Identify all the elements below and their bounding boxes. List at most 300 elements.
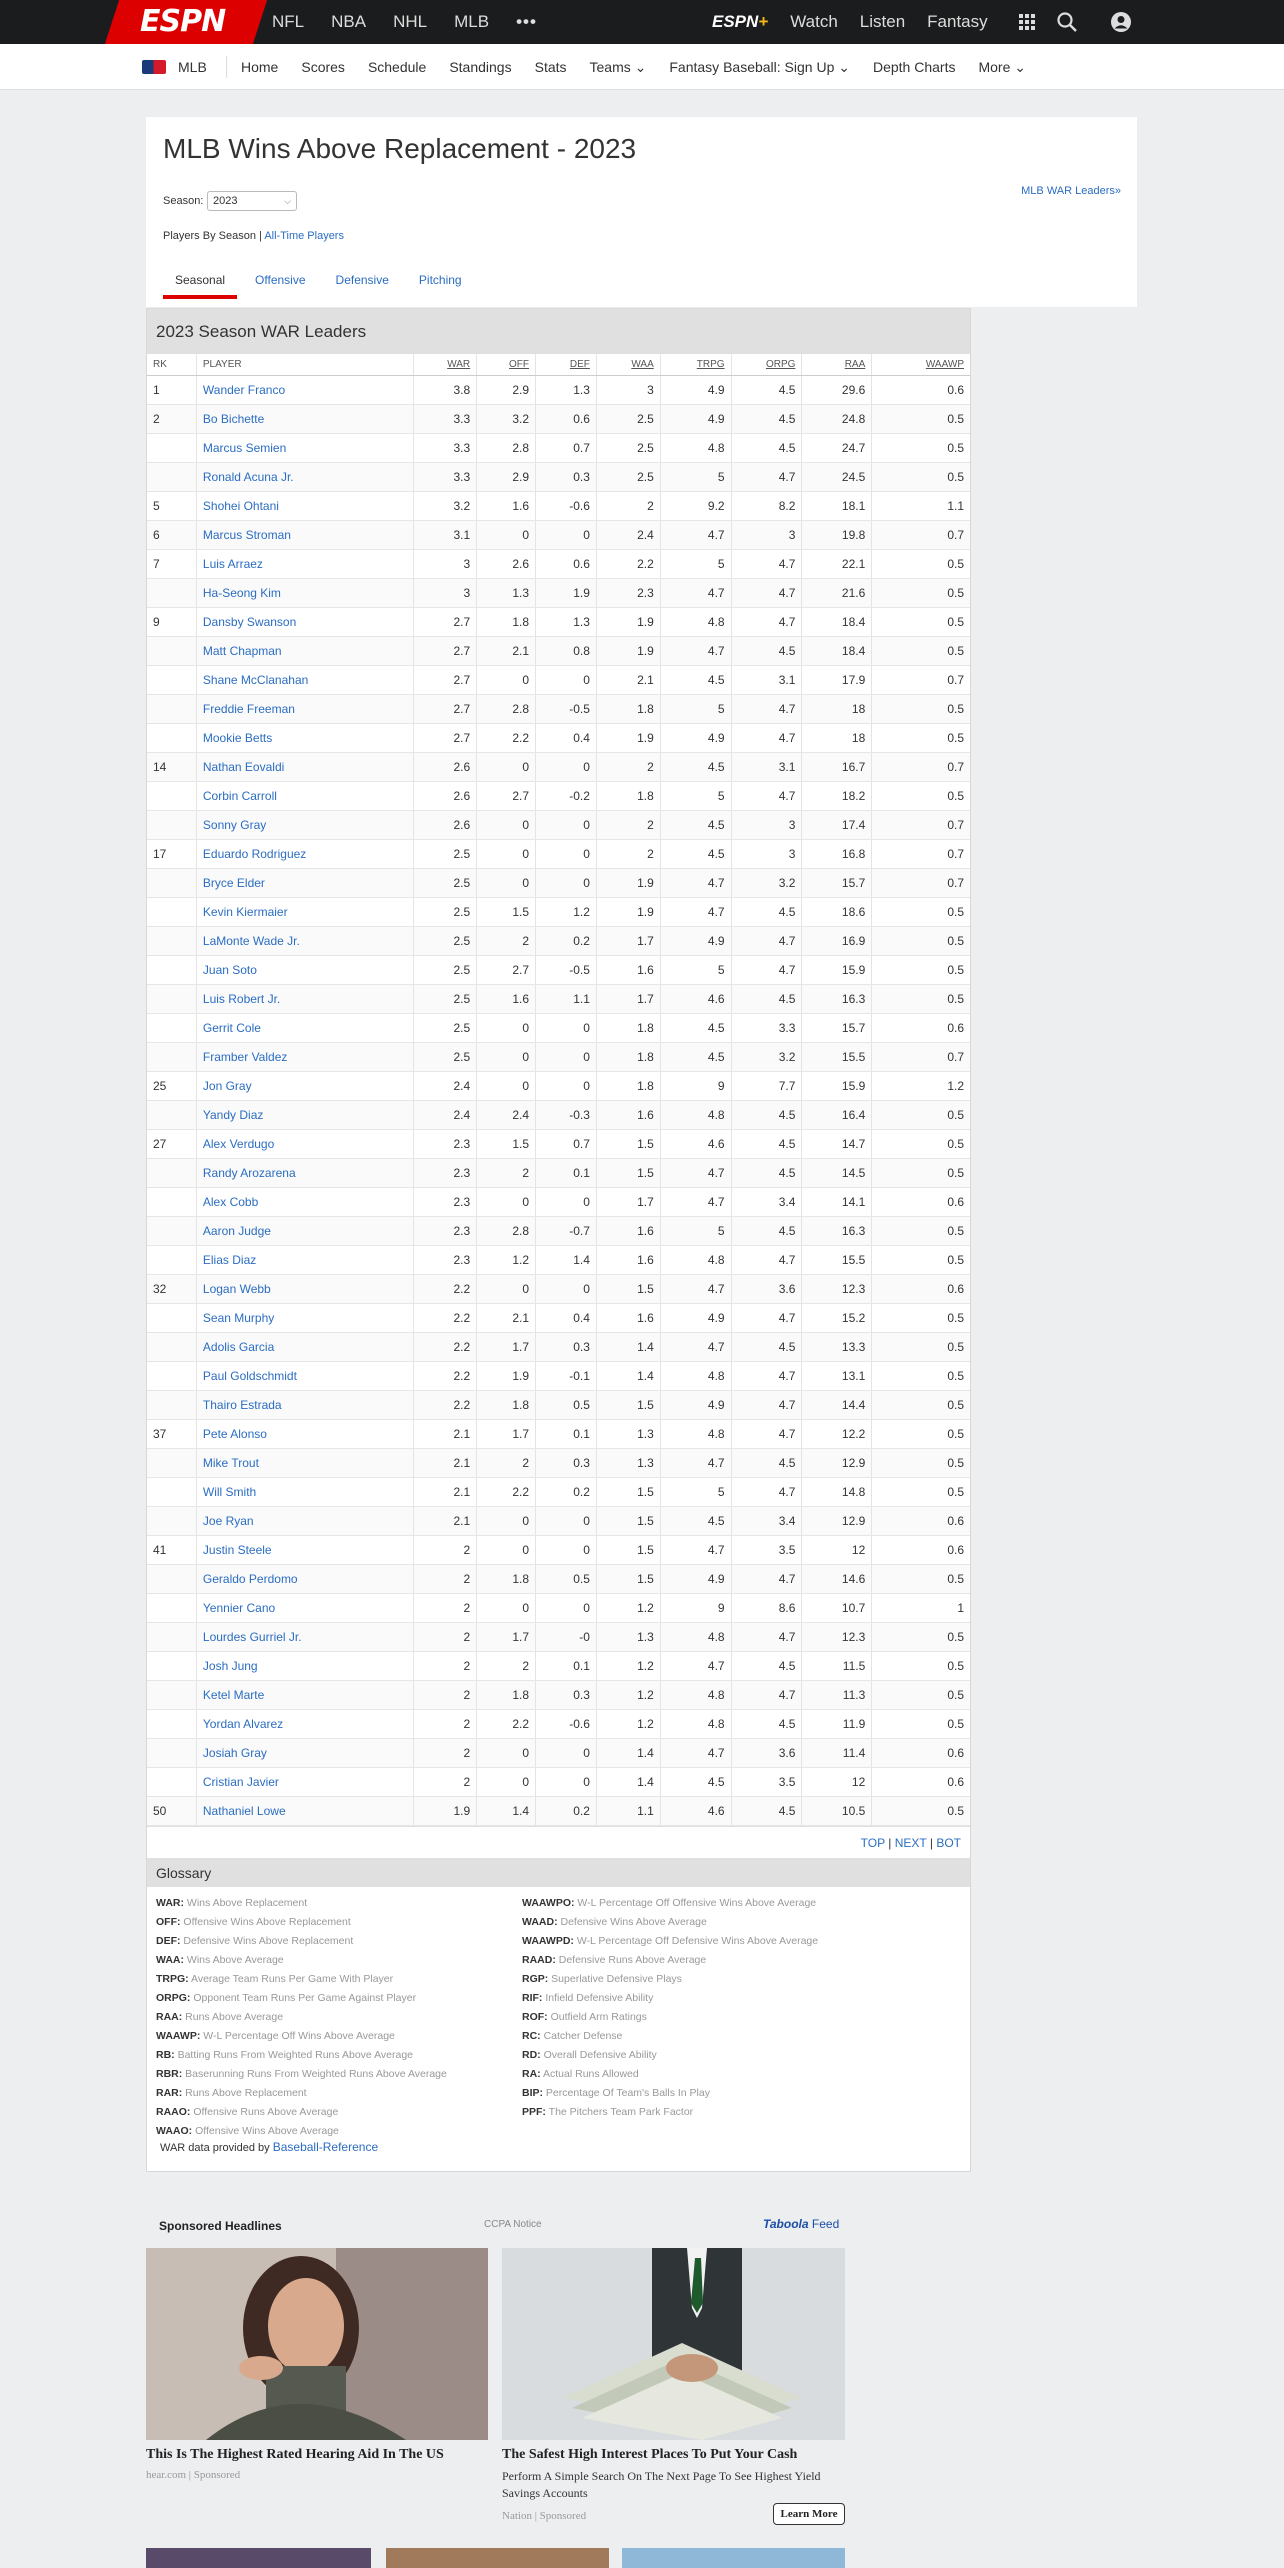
table-row <box>147 1304 970 1333</box>
player-link[interactable]: Yordan Alvarez <box>202 1717 284 1731</box>
player-link[interactable]: Aaron Judge <box>202 1224 271 1238</box>
cell-war: 2.5 <box>414 985 477 1013</box>
glossary-definition: Batting Runs From Weighted Runs Above Average <box>177 2049 414 2061</box>
player-link[interactable]: Corbin Carroll <box>202 789 277 803</box>
baseball-reference-link[interactable]: Baseball-Reference <box>272 2140 379 2154</box>
pager-bot[interactable]: BOT <box>936 1836 961 1850</box>
nav-fantasy[interactable]: Fantasy <box>927 12 988 31</box>
cell-war: 2.5 <box>414 1043 477 1071</box>
player-link[interactable]: Yandy Diaz <box>202 1108 264 1122</box>
cell-war: 2 <box>414 1652 477 1680</box>
cell-waawp: 0.6 <box>947 1282 964 1296</box>
cell-off: 0 <box>477 666 536 694</box>
tab-seasonal[interactable]: Seasonal <box>163 267 237 299</box>
cell-off: 2.9 <box>477 463 536 491</box>
cell-war: 2 <box>414 1710 477 1738</box>
cell-orpg: 3.3 <box>732 1014 803 1042</box>
glossary-definition: Average Team Runs Per Game With Player <box>191 1973 394 1985</box>
cell-waa: 2 <box>597 753 661 781</box>
player-link[interactable]: Mike Trout <box>202 1456 259 1470</box>
glossary-title: Glossary <box>147 1859 970 1887</box>
ad-2-headline[interactable]: The Safest High Interest Places To Put Your Cash <box>502 2447 798 2462</box>
glossary-definition: Offensive Wins Above Average <box>195 2125 339 2137</box>
header-war[interactable] <box>414 354 477 375</box>
sponsored-headlines-title: Sponsored Headlines <box>159 2219 282 2233</box>
cell-war: 3.3 <box>414 434 477 462</box>
player-link[interactable]: Josh Jung <box>202 1659 258 1673</box>
table-row <box>147 1623 970 1652</box>
player-link[interactable]: Logan Webb <box>202 1282 271 1296</box>
cell-player <box>197 1797 414 1825</box>
cell-war: 3.1 <box>414 521 477 549</box>
cell-waawp: 0.6 <box>947 1021 964 1035</box>
cell-def: -0.2 <box>536 782 597 810</box>
cell-off: 1.6 <box>477 985 536 1013</box>
player-link[interactable]: Cristian Javier <box>202 1775 279 1789</box>
cell-war: 2.5 <box>414 869 477 897</box>
table-row <box>147 1391 970 1420</box>
cell-raa: 11.4 <box>802 1739 872 1767</box>
player-link[interactable]: Thairo Estrada <box>202 1398 282 1412</box>
player-link[interactable]: Pete Alonso <box>202 1427 267 1441</box>
player-link[interactable]: LaMonte Wade Jr. <box>202 934 300 948</box>
glossary-term: DEF: <box>156 1935 181 1947</box>
player-link[interactable]: Geraldo Perdomo <box>202 1572 298 1586</box>
cell-raa: 16.9 <box>802 927 872 955</box>
cell-waawp: 1 <box>957 1601 964 1615</box>
cell-waa: 1.5 <box>597 1536 661 1564</box>
table-row <box>147 1275 970 1304</box>
cell-trpg: 4.8 <box>661 1420 732 1448</box>
table-row <box>147 521 970 550</box>
cell-orpg: 3.1 <box>732 753 803 781</box>
subnav-standings[interactable]: Standings <box>449 59 512 75</box>
header-war-label: WAR <box>447 359 471 370</box>
cell-def: 0 <box>536 869 597 897</box>
cell-orpg: 7.7 <box>732 1072 803 1100</box>
cell-orpg: 4.7 <box>732 927 803 955</box>
cell-orpg: 4.5 <box>732 1333 803 1361</box>
learn-more-button[interactable]: Learn More <box>773 2503 845 2525</box>
glossary-definition: Catcher Defense <box>543 2030 623 2042</box>
cell-waa: 2 <box>597 811 661 839</box>
glossary-item <box>522 2046 888 2065</box>
table-header <box>147 354 970 376</box>
player-link[interactable]: Juan Soto <box>202 963 257 977</box>
header-off[interactable] <box>477 354 536 375</box>
ad-3-thumbnail[interactable] <box>146 2548 371 2568</box>
glossary-term: ORPG: <box>156 1992 191 2004</box>
player-link[interactable]: Randy Arozarena <box>202 1166 296 1180</box>
glossary-item <box>156 2008 522 2027</box>
cell-off: 2.4 <box>477 1101 536 1129</box>
player-link[interactable]: Nathan Eovaldi <box>202 760 285 774</box>
cell-raa: 12.2 <box>802 1420 872 1448</box>
cell-waawp: 0.5 <box>947 1717 964 1731</box>
tab-offensive[interactable]: Offensive <box>255 273 306 287</box>
table-row <box>147 1652 970 1681</box>
cell-waa: 1.7 <box>597 985 661 1013</box>
cell-rank <box>147 1710 197 1738</box>
header-def[interactable] <box>536 354 597 375</box>
header-waa[interactable] <box>597 354 661 375</box>
glossary-definition: Defensive Wins Above Replacement <box>183 1935 354 1947</box>
cell-def: 0.5 <box>536 1565 597 1593</box>
cell-off: 0 <box>477 1072 536 1100</box>
cell-raa: 11.5 <box>802 1652 872 1680</box>
subnav-stats[interactable]: Stats <box>534 59 567 75</box>
cell-waawp: 0.5 <box>947 1427 964 1441</box>
player-link[interactable]: Bo Bichette <box>202 412 265 426</box>
cell-off: 0 <box>477 840 536 868</box>
cell-player <box>197 1681 414 1709</box>
cell-trpg: 4.9 <box>661 1565 732 1593</box>
cell-waa: 1.8 <box>597 1043 661 1071</box>
ad-1-headline[interactable]: This Is The Highest Rated Hearing Aid In The US <box>146 2447 444 2462</box>
cell-off: 2.2 <box>477 1478 536 1506</box>
ad-5-thumbnail[interactable] <box>622 2548 845 2568</box>
cell-orpg: 4.7 <box>732 1681 803 1709</box>
nav-nhl[interactable]: NHL <box>393 12 428 31</box>
player-link[interactable]: Freddie Freeman <box>202 702 295 716</box>
table-row <box>147 956 970 985</box>
cell-player <box>197 1130 414 1158</box>
cell-raa: 18 <box>802 724 872 752</box>
header-orpg[interactable] <box>732 354 803 375</box>
cell-rank <box>147 1188 197 1216</box>
player-link[interactable]: Marcus Stroman <box>202 528 291 542</box>
cell-raa: 21.6 <box>802 579 872 607</box>
cell-waawp: 0.5 <box>947 934 964 948</box>
cell-raa: 15.5 <box>802 1246 872 1274</box>
cell-waa: 1.5 <box>597 1130 661 1158</box>
tab-defensive[interactable]: Defensive <box>335 273 389 287</box>
table-row <box>147 608 970 637</box>
espn-logo[interactable]: ESPN <box>140 4 226 39</box>
cell-player <box>197 492 414 520</box>
cell-trpg: 4.7 <box>661 521 732 549</box>
cell-waawp: 0.7 <box>947 673 964 687</box>
cell-orpg: 4.5 <box>732 434 803 462</box>
player-link[interactable]: Eduardo Rodriguez <box>202 847 307 861</box>
ad-4-thumbnail[interactable] <box>386 2548 609 2568</box>
player-link[interactable]: Yennier Cano <box>202 1601 276 1615</box>
cell-raa: 11.9 <box>802 1710 872 1738</box>
cell-orpg: 3.1 <box>732 666 803 694</box>
table-row <box>147 724 970 753</box>
cell-orpg: 3 <box>732 521 803 549</box>
glossary-definition: Wins Above Replacement <box>186 1897 308 1909</box>
player-link[interactable]: Joe Ryan <box>202 1514 254 1528</box>
cell-def: 0 <box>536 521 597 549</box>
nav-mlb[interactable]: MLB <box>454 12 490 31</box>
league-subnav <box>0 44 1284 90</box>
glossary-definition: Wins Above Average <box>186 1954 284 1966</box>
cell-player <box>197 695 414 723</box>
table-row <box>147 1333 970 1362</box>
cell-player <box>197 1623 414 1651</box>
header-waawp[interactable] <box>872 354 970 375</box>
player-link[interactable]: Framber Valdez <box>202 1050 288 1064</box>
cell-rank <box>147 1246 197 1274</box>
player-link[interactable]: Matt Chapman <box>202 644 282 658</box>
cell-def: 0.2 <box>536 927 597 955</box>
cell-orpg: 4.7 <box>732 1246 803 1274</box>
glossary-item <box>522 2065 888 2084</box>
cell-waa: 1.2 <box>597 1652 661 1680</box>
cell-waa: 1.6 <box>597 1101 661 1129</box>
cell-waa: 1.3 <box>597 1623 661 1651</box>
pager-top[interactable]: TOP <box>860 1836 885 1850</box>
cell-war: 2.5 <box>414 956 477 984</box>
table-row <box>147 405 970 434</box>
cell-rank <box>147 927 197 955</box>
table-row <box>147 1507 970 1536</box>
cell-player <box>197 463 414 491</box>
players-by-line <box>163 230 344 242</box>
cell-war: 2.2 <box>414 1391 477 1419</box>
apps-grid-icon[interactable] <box>1016 11 1038 33</box>
espn-plus-logo[interactable] <box>712 12 768 32</box>
cell-off: 2 <box>477 1652 536 1680</box>
glossary-item <box>156 1894 522 1913</box>
player-link[interactable]: Josiah Gray <box>202 1746 267 1760</box>
player-link[interactable]: Jon Gray <box>202 1079 252 1093</box>
subnav-depth-charts[interactable]: Depth Charts <box>872 59 956 75</box>
glossary-definition: Offensive Runs Above Average <box>193 2106 339 2118</box>
cell-off: 2.1 <box>477 637 536 665</box>
header-orpg-label: ORPG <box>765 359 796 370</box>
player-link[interactable]: Will Smith <box>202 1485 257 1499</box>
cell-def: -0.5 <box>536 956 597 984</box>
subnav-more[interactable]: More ⌄ <box>978 59 1026 75</box>
cell-orpg: 4.7 <box>732 463 803 491</box>
cell-orpg: 4.7 <box>732 695 803 723</box>
cell-rank <box>147 985 197 1013</box>
cell-def: 1.4 <box>536 1246 597 1274</box>
cell-rank <box>147 1652 197 1680</box>
war-leaders-link[interactable]: MLB WAR Leaders» <box>1021 185 1121 197</box>
glossary-item <box>156 1951 522 1970</box>
cell-trpg: 4.7 <box>661 1536 732 1564</box>
cell-rank <box>147 1362 197 1390</box>
cell-player <box>197 840 414 868</box>
player-link[interactable]: Justin Steele <box>202 1543 272 1557</box>
header-player: PLAYER <box>197 354 414 375</box>
cell-rank <box>147 434 197 462</box>
player-link[interactable]: Alex Cobb <box>202 1195 259 1209</box>
header-off-label: OFF <box>509 359 530 370</box>
cell-waa: 1.8 <box>597 1072 661 1100</box>
glossary-item <box>156 2027 522 2046</box>
cell-trpg: 4.5 <box>661 811 732 839</box>
cell-off: 3.2 <box>477 405 536 433</box>
pager-next[interactable]: NEXT <box>894 1836 927 1850</box>
top-right-links <box>712 0 1010 44</box>
ad-2-image[interactable] <box>502 2248 845 2440</box>
cell-def: 0.1 <box>536 1420 597 1448</box>
glossary-definition: W-L Percentage Off Offensive Wins Above Average <box>577 1897 817 1909</box>
subnav-schedule[interactable]: Schedule <box>367 59 427 75</box>
cell-player <box>197 1565 414 1593</box>
cell-war: 2.5 <box>414 927 477 955</box>
cell-trpg: 4.6 <box>661 1797 732 1825</box>
cell-def: 1.1 <box>536 985 597 1013</box>
subnav-home[interactable]: Home <box>241 59 279 75</box>
player-link[interactable]: Luis Robert Jr. <box>202 992 281 1006</box>
glossary-item <box>156 2103 522 2122</box>
cell-waa: 1.5 <box>597 1478 661 1506</box>
table-row <box>147 463 970 492</box>
cell-raa: 11.3 <box>802 1681 872 1709</box>
cell-def: -0.5 <box>536 695 597 723</box>
player-link[interactable]: Elias Diaz <box>202 1253 257 1267</box>
cell-rank <box>147 1333 197 1361</box>
cell-player <box>197 1304 414 1332</box>
table-row <box>147 695 970 724</box>
cell-waa: 1.7 <box>597 927 661 955</box>
cell-war: 2.3 <box>414 1159 477 1187</box>
cell-off: 0 <box>477 811 536 839</box>
cell-trpg: 5 <box>661 1217 732 1245</box>
player-link[interactable]: Shane McClanahan <box>202 673 309 687</box>
player-link[interactable]: Shohei Ohtani <box>202 499 279 513</box>
header-trpg[interactable] <box>661 354 732 375</box>
search-icon[interactable] <box>1056 11 1078 33</box>
cell-trpg: 4.8 <box>661 1623 732 1651</box>
cell-player <box>197 637 414 665</box>
table-row <box>147 1362 970 1391</box>
player-link[interactable]: Marcus Semien <box>202 441 287 455</box>
cell-def: 0.1 <box>536 1159 597 1187</box>
cell-player <box>197 1710 414 1738</box>
player-link[interactable]: Bryce Elder <box>202 876 265 890</box>
cell-trpg: 5 <box>661 956 732 984</box>
cell-def: 0.2 <box>536 1797 597 1825</box>
nav-listen[interactable]: Listen <box>859 12 906 31</box>
cell-trpg: 4.7 <box>661 1275 732 1303</box>
cell-orpg: 4.5 <box>732 1449 803 1477</box>
glossary-definition: Percentage Of Team's Balls In Play <box>545 2087 710 2099</box>
profile-icon[interactable] <box>1110 11 1132 33</box>
season-select[interactable] <box>207 191 297 211</box>
cell-orpg: 4.5 <box>732 405 803 433</box>
all-time-players-link[interactable]: All-Time Players <box>264 230 344 242</box>
cell-rank: 1 <box>147 376 197 404</box>
league-name[interactable]: MLB <box>178 59 207 75</box>
cell-waawp: 0.5 <box>947 1659 964 1673</box>
cell-orpg: 4.5 <box>732 1159 803 1187</box>
cell-trpg: 4.8 <box>661 1681 732 1709</box>
glossary-term: OFF: <box>156 1916 181 1928</box>
ad-1-photo <box>146 2248 488 2440</box>
glossary-term: WAAD: <box>522 1916 558 1928</box>
cell-rank <box>147 463 197 491</box>
mlb-logo-icon <box>142 60 166 74</box>
glossary-item <box>156 1913 522 1932</box>
player-link[interactable]: Alex Verdugo <box>202 1137 275 1151</box>
player-link[interactable]: Luis Arraez <box>202 557 263 571</box>
nav-watch[interactable]: Watch <box>790 12 838 31</box>
player-link[interactable]: Sean Murphy <box>202 1311 275 1325</box>
tab-pitching[interactable]: Pitching <box>418 273 462 287</box>
cell-player <box>197 927 414 955</box>
cell-def: 0 <box>536 1072 597 1100</box>
table-row <box>147 1014 970 1043</box>
player-link[interactable]: Ketel Marte <box>202 1688 265 1702</box>
cell-waa: 3 <box>597 376 661 404</box>
nav-nba[interactable]: NBA <box>331 12 367 31</box>
player-link[interactable]: Lourdes Gurriel Jr. <box>202 1630 302 1644</box>
ccpa-notice-link[interactable]: CCPA Notice <box>484 2219 542 2230</box>
cell-trpg: 4.8 <box>661 434 732 462</box>
cell-waa: 1.5 <box>597 1507 661 1535</box>
cell-waawp: 0.5 <box>947 789 964 803</box>
glossary-item <box>522 2103 888 2122</box>
player-link[interactable]: Gerrit Cole <box>202 1021 261 1035</box>
player-link[interactable]: Dansby Swanson <box>202 615 297 629</box>
player-link[interactable]: Nathaniel Lowe <box>202 1804 286 1818</box>
player-link[interactable]: Ronald Acuna Jr. <box>202 470 294 484</box>
ad-1-image[interactable] <box>146 2248 488 2440</box>
cell-def: 0 <box>536 666 597 694</box>
cell-war: 3 <box>414 550 477 578</box>
header-raa[interactable] <box>802 354 872 375</box>
cell-orpg: 4.7 <box>732 579 803 607</box>
cell-rank: 37 <box>147 1420 197 1448</box>
cell-war: 2.2 <box>414 1275 477 1303</box>
cell-waa: 1.4 <box>597 1739 661 1767</box>
player-link[interactable]: Mookie Betts <box>202 731 273 745</box>
cell-def: 0.6 <box>536 405 597 433</box>
player-link[interactable]: Paul Goldschmidt <box>202 1369 297 1383</box>
cell-orpg: 4.7 <box>732 1391 803 1419</box>
nav-nfl[interactable]: NFL <box>272 12 305 31</box>
cell-raa: 18.4 <box>802 637 872 665</box>
ad-1-source: hear.com | Sponsored <box>146 2469 241 2481</box>
glossary-item <box>522 2027 888 2046</box>
subnav-fantasy-baseball[interactable]: Fantasy Baseball: Sign Up ⌄ <box>669 59 850 75</box>
cell-waawp: 1.2 <box>947 1079 964 1093</box>
player-link[interactable]: Wander Franco <box>202 383 286 397</box>
cell-off: 2.2 <box>477 1710 536 1738</box>
cell-trpg: 4.9 <box>661 1391 732 1419</box>
cell-waawp: 0.5 <box>947 1485 964 1499</box>
glossary-definition: Baserunning Runs From Weighted Runs Above Average <box>185 2068 447 2080</box>
taboola-feed-logo[interactable] <box>763 2217 839 2231</box>
glossary <box>147 1858 970 2171</box>
cell-orpg: 8.6 <box>732 1594 803 1622</box>
subnav-teams[interactable]: Teams ⌄ <box>589 59 647 75</box>
nav-more-sports[interactable]: ••• <box>516 12 537 31</box>
cell-player <box>197 898 414 926</box>
player-link[interactable]: Adolis Garcia <box>202 1340 275 1354</box>
subnav-scores[interactable]: Scores <box>301 59 345 75</box>
player-link[interactable]: Sonny Gray <box>202 818 267 832</box>
cell-off: 1.8 <box>477 1681 536 1709</box>
glossary-item <box>522 1932 888 1951</box>
cell-war: 2.7 <box>414 666 477 694</box>
cell-war: 3.8 <box>414 376 477 404</box>
cell-war: 2.6 <box>414 753 477 781</box>
cell-raa: 17.9 <box>802 666 872 694</box>
player-link[interactable]: Ha-Seong Kim <box>202 586 281 600</box>
table-row <box>147 1449 970 1478</box>
cell-trpg: 5 <box>661 550 732 578</box>
ad-2-description: Perform A Simple Search On The Next Page To See Highest Yield Savings Accounts <box>502 2469 821 2500</box>
player-link[interactable]: Kevin Kiermaier <box>202 905 288 919</box>
cell-waawp: 0.5 <box>947 992 964 1006</box>
